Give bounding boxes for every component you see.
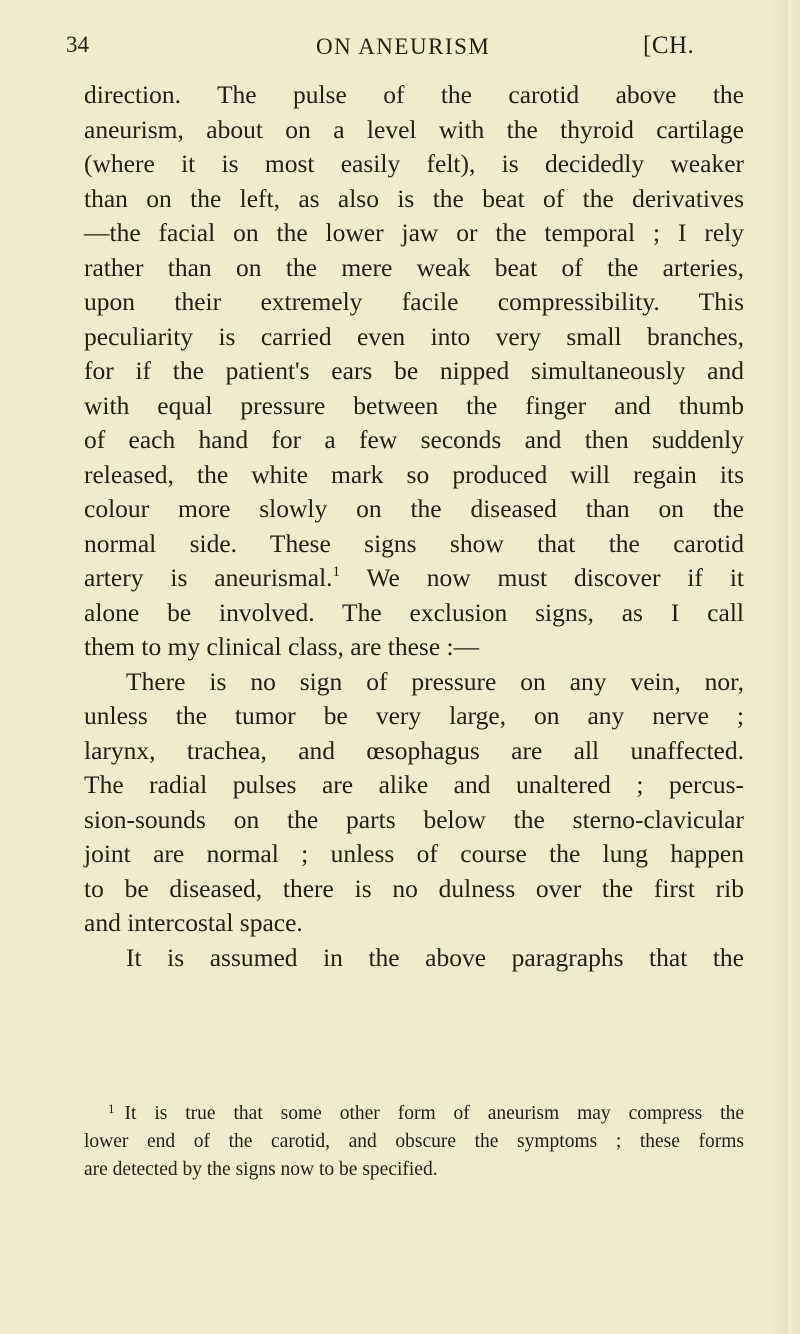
text-line: released, the white mark so produced will regain its bbox=[84, 459, 744, 489]
text-line: alone be involved. The exclusion signs, as I call bbox=[84, 597, 744, 627]
footnote-text: It is true that some other form of aneurism may compress the bbox=[124, 1103, 744, 1124]
text-line: normal side. These signs show that the carotid bbox=[84, 528, 744, 558]
text-line: for if the patient's ears be nipped simultaneously and bbox=[84, 356, 744, 385]
text-line: colour more slowly on the diseased than on the bbox=[84, 494, 744, 523]
text-line: rather than on the mere weak beat of the arteries, bbox=[84, 252, 744, 282]
text-line: joint are normal ; unless of course the lung happen bbox=[84, 839, 744, 868]
paragraph-start-line: There is no sign of pressure on any vein, nor, bbox=[126, 666, 744, 696]
text-line: to be diseased, there is no dulness over the first rib bbox=[84, 873, 744, 903]
text-line: sion-sounds on the parts below the sterno-clavicular bbox=[84, 804, 744, 834]
text-line: upon their extremely facile compressibility. This bbox=[84, 287, 744, 316]
text-line: than on the left, as also is the beat of the derivatives bbox=[84, 183, 744, 213]
text-line: direction. The pulse of the carotid above the bbox=[84, 80, 744, 109]
text-fragment: We now must discover if it bbox=[340, 563, 744, 592]
text-line: larynx, trachea, and œsophagus are all unaffected. bbox=[84, 735, 744, 765]
text-line: of each hand for a few seconds and then suddenly bbox=[84, 425, 744, 454]
footnote-line: lower end of the carotid, and obscure the symptoms ; these forms bbox=[84, 1131, 744, 1152]
chapter-mark: [CH. bbox=[643, 32, 695, 59]
page-header bbox=[66, 26, 741, 66]
running-title: ON ANEURISM bbox=[316, 34, 491, 59]
footnote-line: are detected by the signs now to be specified. bbox=[84, 1159, 438, 1180]
text-line: them to my clinical class, are these :— bbox=[84, 632, 480, 661]
page-edge-shadow bbox=[788, 0, 800, 1334]
footnote-marker: 1 bbox=[108, 1101, 115, 1116]
footnote-reference: 1 bbox=[332, 564, 341, 580]
body-text bbox=[84, 78, 744, 975]
footnote bbox=[84, 1100, 744, 1184]
footnote-line bbox=[84, 1100, 744, 1128]
text-line: aneurism, about on a level with the thyroid cartilage bbox=[84, 114, 744, 144]
paragraph-start-line: It is assumed in the above paragraphs that the bbox=[126, 942, 744, 972]
page-number: 34 bbox=[66, 32, 89, 57]
text-line: —the facial on the lower jaw or the temporal ; I rely bbox=[84, 218, 744, 247]
text-line: unless the tumor be very large, on any nerve ; bbox=[84, 701, 744, 730]
text-line: with equal pressure between the finger and thumb bbox=[84, 390, 744, 420]
text-line: peculiarity is carried even into very small branches, bbox=[84, 321, 744, 351]
text-fragment: artery is aneurismal. bbox=[84, 563, 333, 592]
text-line: (where it is most easily felt), is decidedly weaker bbox=[84, 149, 744, 178]
text-line: and intercostal space. bbox=[84, 908, 303, 937]
text-line-with-footnote-ref bbox=[84, 561, 744, 596]
text-line: The radial pulses are alike and unaltered ; percus- bbox=[84, 770, 744, 799]
